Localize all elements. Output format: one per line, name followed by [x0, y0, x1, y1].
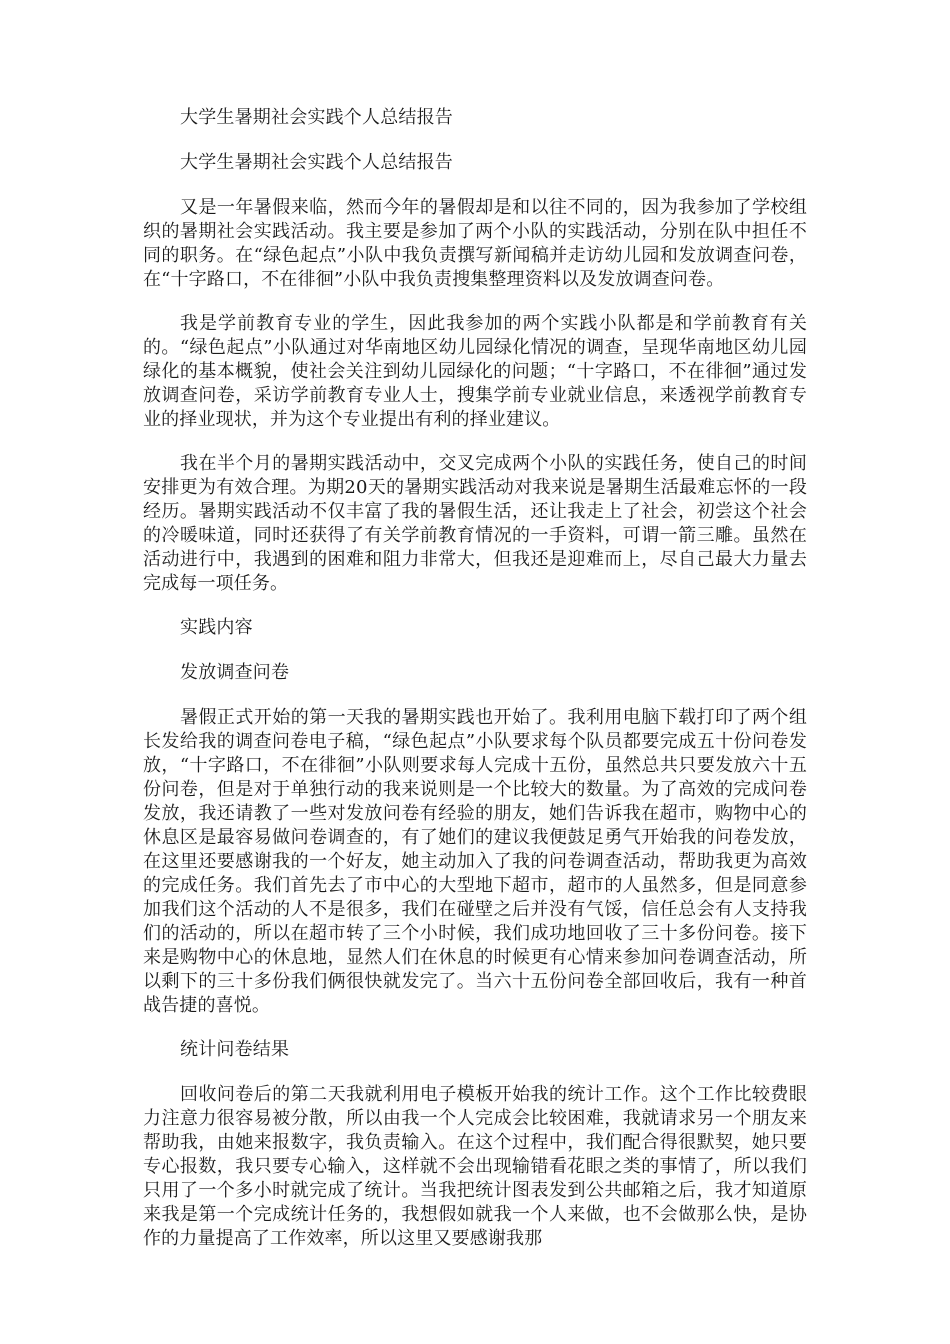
subsection-heading-statistics: 统计问卷结果 [180, 1039, 290, 1060]
section-heading-practice: 实践内容 [180, 617, 253, 638]
document-title: 大学生暑期社会实践个人总结报告 [180, 107, 453, 128]
distribute-paragraph: 暑假正式开始的第一天我的暑期实践也开始了。我利用电脑下载打印了两个组长发给我的调查问卷电子稿，“绿色起点”小队要求每个队员都要完成五十份问卷发放，“十字路口，不在徘徊”小队则要求每人完成十五份，虽然总共只要发放六十五份问卷，但是对于单独行动的我来说则是一个比较大的数量。为了高效的完成问卷发放，我还请教了一些对发放问卷有经验的朋友，她们告诉我在超市，购物中心的休息区是最容易做问卷调查的，有了她们的建议我便鼓足勇气开始我的问卷发放，在这里还要感谢我的一个好友，她主动加入了我的问卷调查活动，帮助我更为高效的完成任务。我们首先去了市中心的大型地下超市，超市的人虽然多，但是同意参加我们这个活动的人不是很多，我们在碰壁之后并没有气馁，信任总会有人支持我们的活动的，所以在超市转了三个小时候，我们成功地回收了三十多份问卷。接下来是购物中心的休息地，显然人们在休息的时候更有心情来参加问卷调查活动，所以剩下的三十多份我们俩很快就发完了。当六十五份问卷全部回收后，我有一种首战告捷的喜悦。 [143, 707, 807, 1016]
background-paragraph: 我是学前教育专业的学生，因此我参加的两个实践小队都是和学前教育有关的。“绿色起点”小队通过对华南地区幼儿园绿化情况的调查，呈现华南地区幼儿园绿化的基本概貌，使社会关注到幼儿园绿化的问题；“十字路口，不在徘徊”通过发放调查问卷，采访学前教育专业人士，搜集学前专业就业信息，来透视学前教育专业的择业现状，并为这个专业提出有利的择业建议。 [143, 313, 807, 430]
document-subtitle: 大学生暑期社会实践个人总结报告 [180, 152, 453, 173]
intro-paragraph: 又是一年暑假来临，然而今年的暑假却是和以往不同的，因为我参加了学校组织的暑期社会实践活动。我主要是参加了两个小队的实践活动，分别在队中担任不同的职务。在“绿色起点”小队中我负责撰写新闻稿并走访幼儿园和发放调查问卷，在“十字路口，不在徘徊”小队中我负责搜集整理资料以及发放调查问卷。 [143, 197, 807, 290]
experience-paragraph: 我在半个月的暑期实践活动中，交叉完成两个小队的实践任务，使自己的时间安排更为有效合理。为期20天的暑期实践活动对我来说是暑期生活最难忘怀的一段经历。暑期实践活动不仅丰富了我的暑假生活，还让我走上了社会，初尝这个社会的冷暖味道，同时还获得了有关学前教育情况的一手资料，可谓一箭三雕。虽然在活动进行中，我遇到的困难和阻力非常大，但我还是迎难而上，尽自己最大力量去完成每一项任务。 [143, 453, 807, 594]
subsection-heading-distribute: 发放调查问卷 [180, 662, 290, 683]
statistics-paragraph: 回收问卷后的第二天我就利用电子模板开始我的统计工作。这个工作比较费眼力注意力很容易被分散，所以由我一个人完成会比较困难，我就请求另一个朋友来帮助我，由她来报数字，我负责输入。在这个过程中，我们配合得很默契，她只要专心报数，我只要专心输入，这样就不会出现输错看花眼之类的事情了，所以我们只用了一个多小时就完成了统计。当我把统计图表发到公共邮箱之后，我才知道原来我是第一个完成统计任务的，我想假如就我一个人来做，也不会做那么快，是协作的力量提高了工作效率，所以这里又要感谢我那 [143, 1084, 807, 1249]
document-page [143, 106, 807, 1271]
